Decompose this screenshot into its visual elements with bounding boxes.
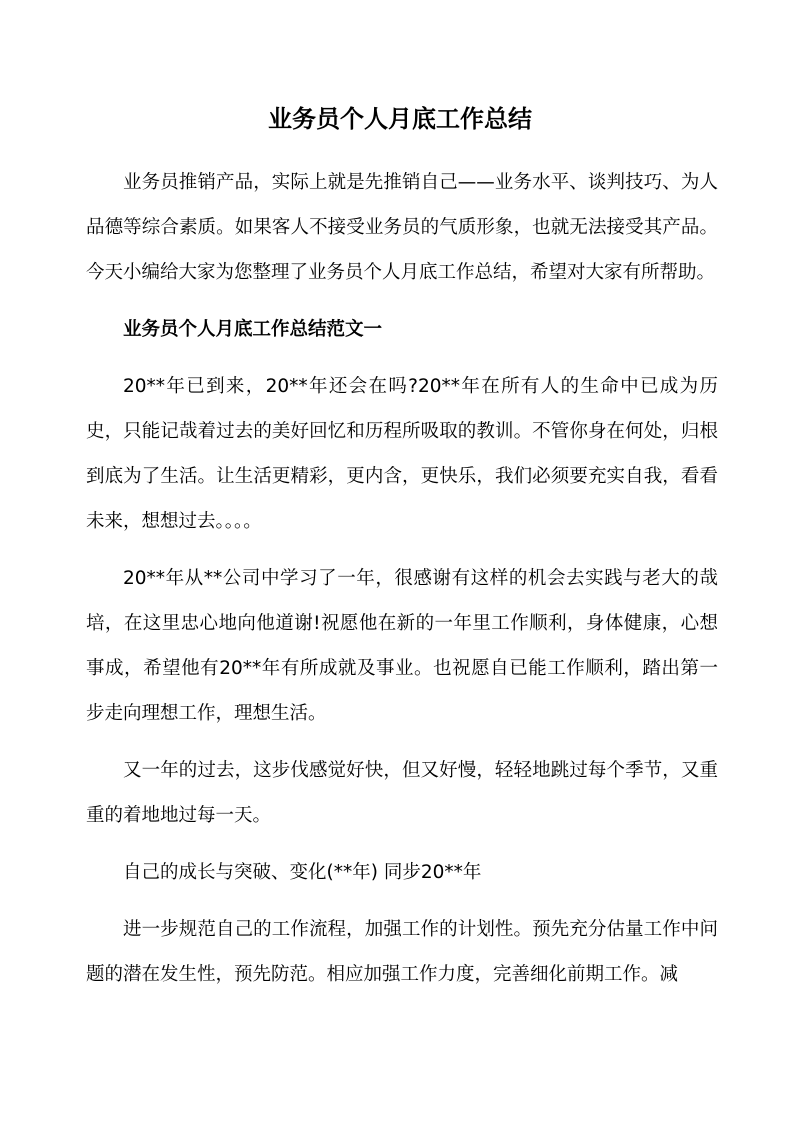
body-paragraph-2: 20**年从**公司中学习了一年，很感谢有这样的机会去实践与老大的哉培，在这里忠心地向他道谢!祝愿他在新的一年里工作顺利，身体健康，心想事成，希望他有20**年有所成就及事业。也祝愿自已能工作顺利，踏出第一步走向理想工作，理想生活。 <box>86 568 718 724</box>
body-paragraph-1: 20**年已到来，20**年还会在吗?20**年在所有人的生命中已成为历史，只能记哉着过去的美好回忆和历程所吸取的教训。不管你身在何处，归根到底为了生活。让生活更精彩，更内含，更快乐，我们必须要充实自我，看看未来，想想过去。。。。 <box>86 376 718 532</box>
body-paragraph-3: 又一年的过去，这步伐感觉好快，但又好慢，轻轻地跳过每个季节，又重重的着地地过每一天。 <box>86 760 718 826</box>
intro-paragraph: 业务员推销产品，实际上就是先推销自己——业务水平、谈判技巧、为人品德等综合素质。如果客人不接受业务员的气质形象，也就无法接受其产品。今天小编给大家为您整理了业务员个人月底工作总结，希望对大家有所帮助。 <box>86 172 718 283</box>
section-heading: 业务员个人月底工作总结范文一 <box>123 319 383 340</box>
body-paragraph-4: 进一步规范自己的工作流程，加强工作的计划性。预先充分估量工作中问题的潜在发生性，预先防范。相应加强工作力度，完善细化前期工作。减 <box>86 919 718 985</box>
document-body <box>86 160 718 997</box>
document-title: 业务员个人月底工作总结 <box>268 105 532 133</box>
subheading: 自己的成长与突破、变化(**年) 同步20**年 <box>123 862 482 883</box>
